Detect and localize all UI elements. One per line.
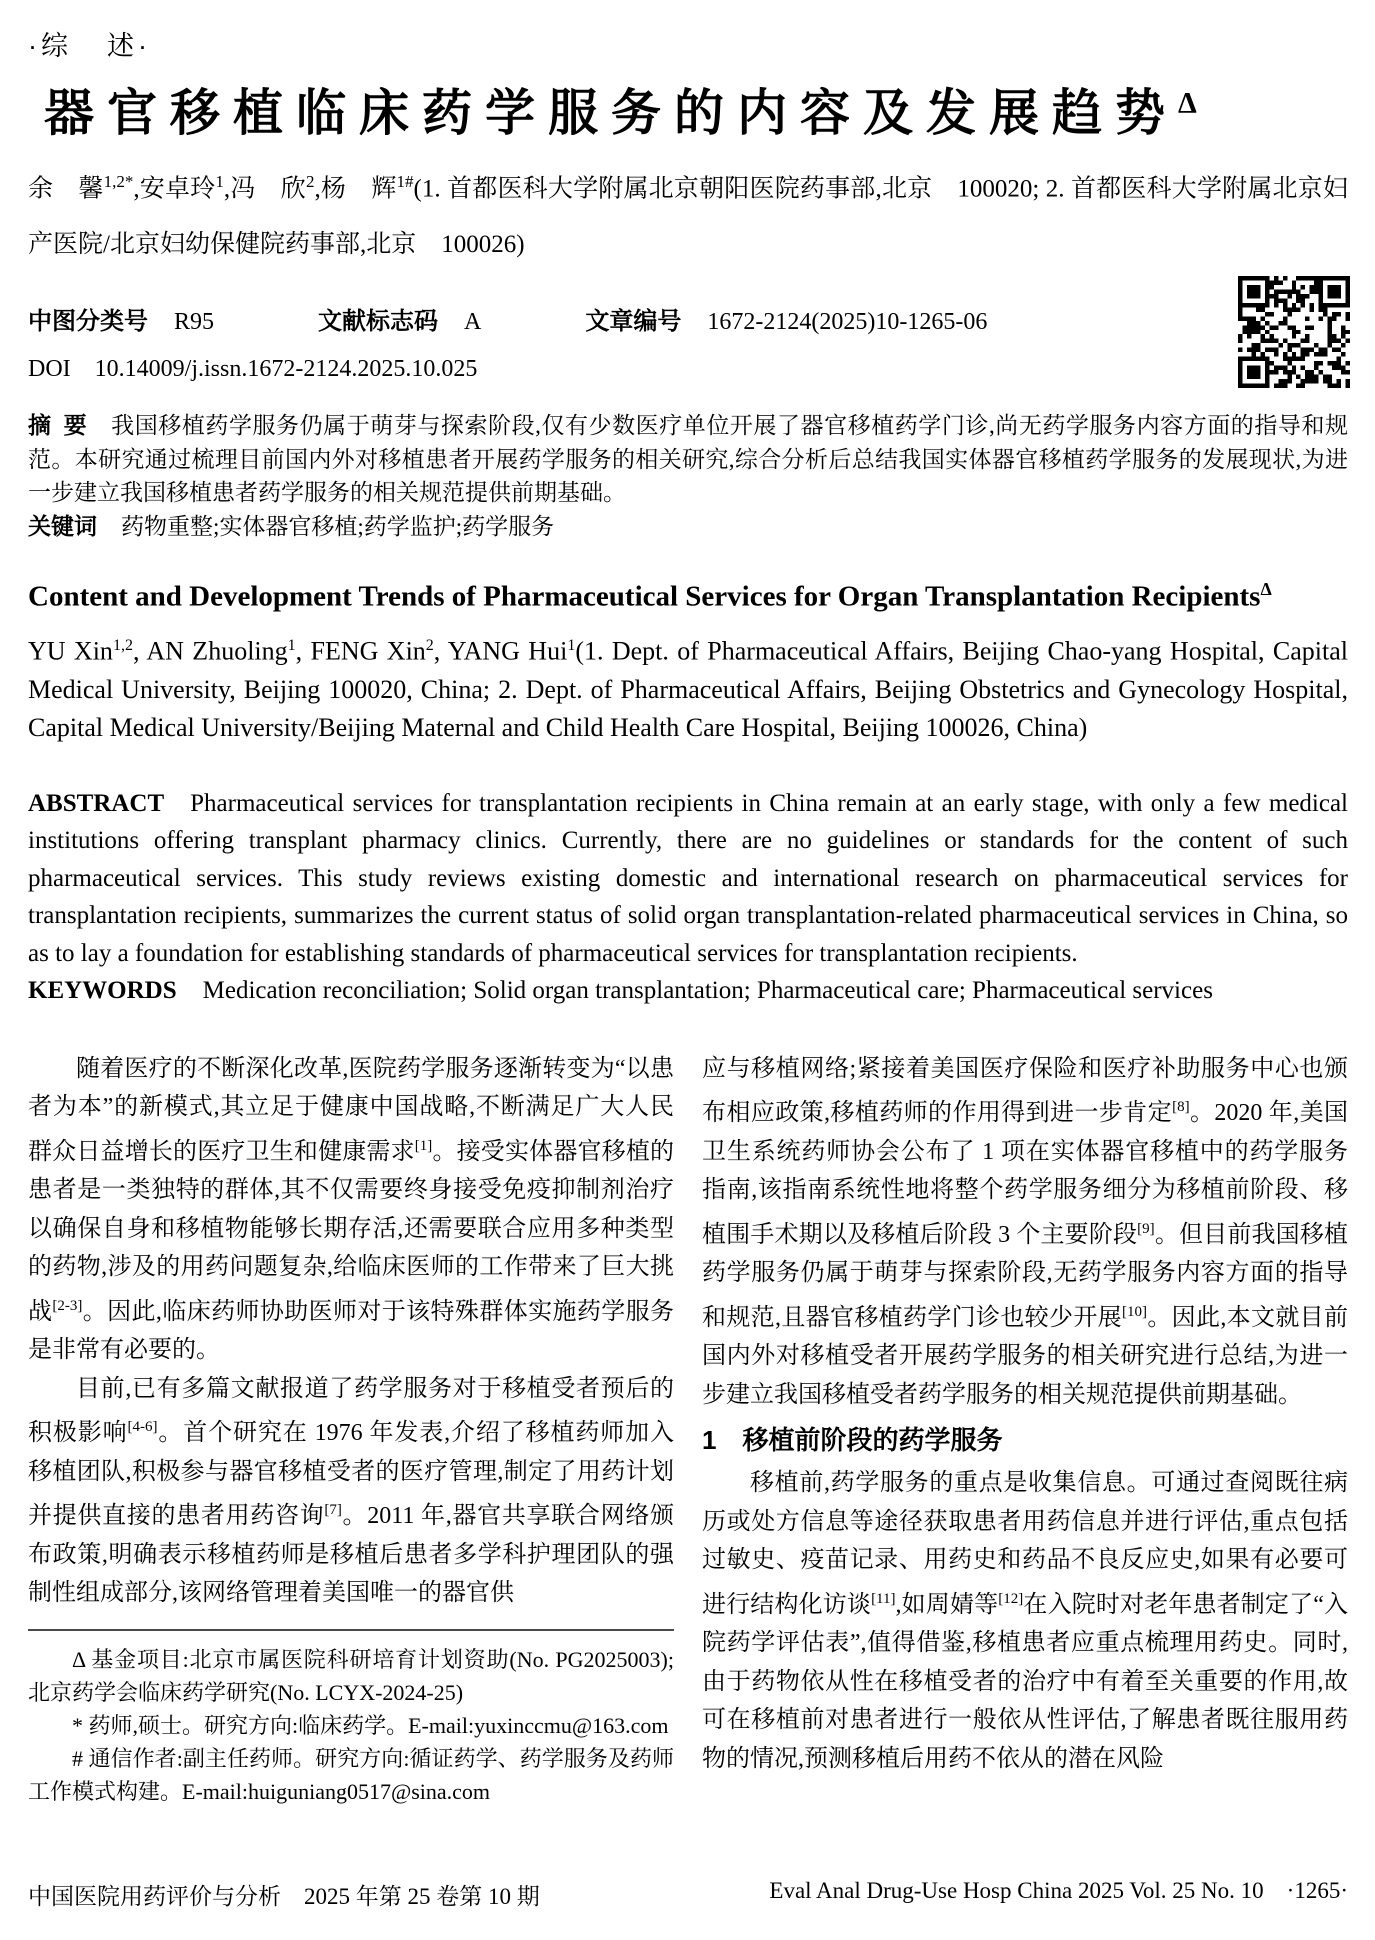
byline-en: YU Xin$^{1,2}$, AN Zhuoling$^1$, FENG Xin$^2$, YANG Hui$^1$(1. Dept. of Pharmaceutical Affairs, Beijing Chao-yang Hospital, Capital Medical University, Beijing 100020, China; 2. Dept. of Pharmaceutical Affairs, Beijing Obstetrics and Gynecology Hospital, Capital Medical University/Beijing Maternal and Child Health Care Hospital, Beijing 100026, China) [28,636,1348,742]
abstract-en-label: ABSTRACT [28,789,165,817]
footer-journal-cn: 中国医院用药评价与分析 2025 年第 25 卷第 10 期 [28,1884,540,1909]
doi-row [28,356,1348,383]
footnote-first-author: * 药师,硕士。研究方向:临床药学。E-mail:yuxinccmu@163.com [72,1712,669,1738]
body-right-column [702,1050,1348,1808]
article-title-en: Content and Development Trends of Pharmaceutical Services for Organ Transplantation Recipients$^\Delta$ [28,579,1272,613]
doi-label: DOI [28,356,71,383]
article-id-pair [585,301,987,336]
article-id-label: 文章编号 [585,308,682,336]
paragraph: 应与移植网络;紧接着美国医疗保险和医疗补助服务中心也颁布相应政策,移植药师的作用得到进一步肯定[8]。2020 年,美国卫生系统药师协会公布了 1 项在实体器官移植中的药学服务指南,该指南系统性地将整个药学服务细分为移植前阶段、移植围手术期以及移植后阶段 3 个主要阶段[9]。但目前我国移植药学服务仍属于萌芽与探索阶段,无药学服务内容方面的指导和规范,且器官移植药学门诊也较少开展[10]。因此,本文就目前国内外对移植受者开展药学服务的相关研究进行总结,为进一步建立我国移植受者药学服务的相关规范提供前期基础。 [702,1055,1349,1408]
qr-code-icon [1238,276,1350,388]
keywords-en-label: KEYWORDS [28,977,177,1005]
keywords-en-text: Medication reconciliation; Solid organ transplantation; Pharmaceutical care; Pharmaceutical services [202,977,1213,1005]
english-block [28,567,1348,1009]
abstract-cn-block [28,409,1348,543]
section-label: ·综 述· [28,31,151,61]
keywords-cn-paragraph [28,510,1348,544]
footnote-divider [28,1629,674,1631]
keywords-en-paragraph [28,972,1348,1010]
clc-pair [28,301,214,336]
clc-value: R95 [174,309,215,336]
footer-journal-en: Eval Anal Drug-Use Hosp China 2025 Vol. 25 No. 10 ·1265· [769,1878,1348,1903]
abstract-en-block [28,785,1348,1010]
footnotes-block [28,1643,674,1808]
paragraph: 随着医疗的不断深化改革,医院药学服务逐渐转变为“以患者为本”的新模式,其立足于健康中国战略,不断满足广大人民群众日益增长的医疗卫生和健康需求[1]。接受实体器官移植的患者是一类独特的群体,其不仅需要终身接受免疫抑制剂治疗以确保自身和移植物能够长期存活,还需要联合应用多种类型的药物,涉及的用药问题复杂,给临床医师的工作带来了巨大挑战[2-3]。因此,临床药师协助医师对于该特殊群体实施药学服务是非常有必要的。 [28,1055,675,1364]
keywords-cn-text: 药物重整;实体器官移植;药学监护;药学服务 [121,513,555,539]
keywords-cn-label: 关键词 [28,512,97,539]
paragraph: 目前,已有多篇文献报道了药学服务对于移植受者预后的积极影响[4-6]。首个研究在 1976 年发表,介绍了移植药师加入移植团队,积极参与器官移植受者的医疗管理,制定了用药计划并提供直接的患者用药咨询[7]。2011 年,器官共享联合网络颁布政策,明确表示移植药师是移植后患者多学科护理团队的强制性组成部分,该网络管理着美国唯一的器官供 [28,1375,675,1607]
byline-cn: 余 馨$^{1,2*}$,安卓玲$^1$,冯 欣$^2$,杨 辉$^{1\#}$(1. 首都医科大学附属北京朝阳医院药事部,北京 100020; 2. 首都医科大学附属北京妇产医院/北京妇幼保健院药事部,北京 100026) [28,172,1348,259]
article-title-cn: 器官移植临床药学服务的内容及发展趋势$^\Delta$ [44,85,1197,141]
section-heading-1: 1 移植前阶段的药学服务 [702,1425,1003,1456]
doc-code-pair [318,301,481,336]
abstract-cn-label: 摘 要 [28,412,88,439]
footnote-fund: Δ 基金项目:北京市属医院科研培育计划资助(No. PG2025003);北京药学会临床药学研究(No. LCYX-2024-25) [28,1646,674,1705]
meta-row-1 [28,301,1348,336]
body-left-column [28,1050,674,1808]
abstract-en-text: Pharmaceutical services for transplantation recipients in China remain at an early stage, with only a few medical institutions offering transplant pharmacy clinics. Currently, there are no guidelines or standards for the content of such pharmaceutical services. This study reviews existing domestic and international research on pharmaceutical services for transplantation recipients, summarizes the current status of solid organ transplantation-related pharmaceutical services in China, so as to lay a foundation for establishing standards of pharmaceutical services for transplantation recipients. [28,789,1348,967]
footnote-corresponding: # 通信作者:副主任药师。研究方向:循证药学、药学服务及药师工作模式构建。E-mail:huiguniang0517@sina.com [28,1745,674,1804]
doi-value: 10.14009/j.issn.1672-2124.2025.10.025 [94,356,478,383]
body-columns [28,1050,1348,1808]
doc-code-label: 文献标志码 [318,308,439,336]
meta-block [28,301,1348,383]
abstract-cn-text: 我国移植药学服务仍属于萌芽与探索阶段,仅有少数医疗单位开展了器官移植药学门诊,尚无药学服务内容方面的指导和规范。本研究通过梳理目前国内外对移植患者开展药学服务的相关研究,综合分析后总结我国实体器官移植药学服务的发展现状,为进一步建立我国移植患者药学服务的相关规范提供前期基础。 [28,413,1349,506]
abstract-en-paragraph [28,785,1348,973]
paragraph: 移植前,药学服务的重点是收集信息。可通过查阅既往病历或处方信息等途径获取患者用药信息并进行评估,重点包括过敏史、疫苗记录、用药史和药品不良反应史,如果有必要可进行结构化访谈[11],如周婧等[12]在入院时对老年患者制定了“入院药学评估表”,值得借鉴,移植患者应重点梳理用药史。同时,由于药物依从性在移植受者的治疗中有着至关重要的作用,故可在移植前对患者进行一般依从性评估,了解患者既往服用药物的情况,预测移植后用药不依从的潜在风险 [702,1470,1349,1772]
page-footer [28,1878,1348,1911]
abstract-cn-paragraph [28,409,1348,510]
clc-label: 中图分类号 [28,308,148,336]
doc-code-value: A [464,309,482,336]
article-id-value: 1672-2124(2025)10-1265-06 [707,309,988,336]
